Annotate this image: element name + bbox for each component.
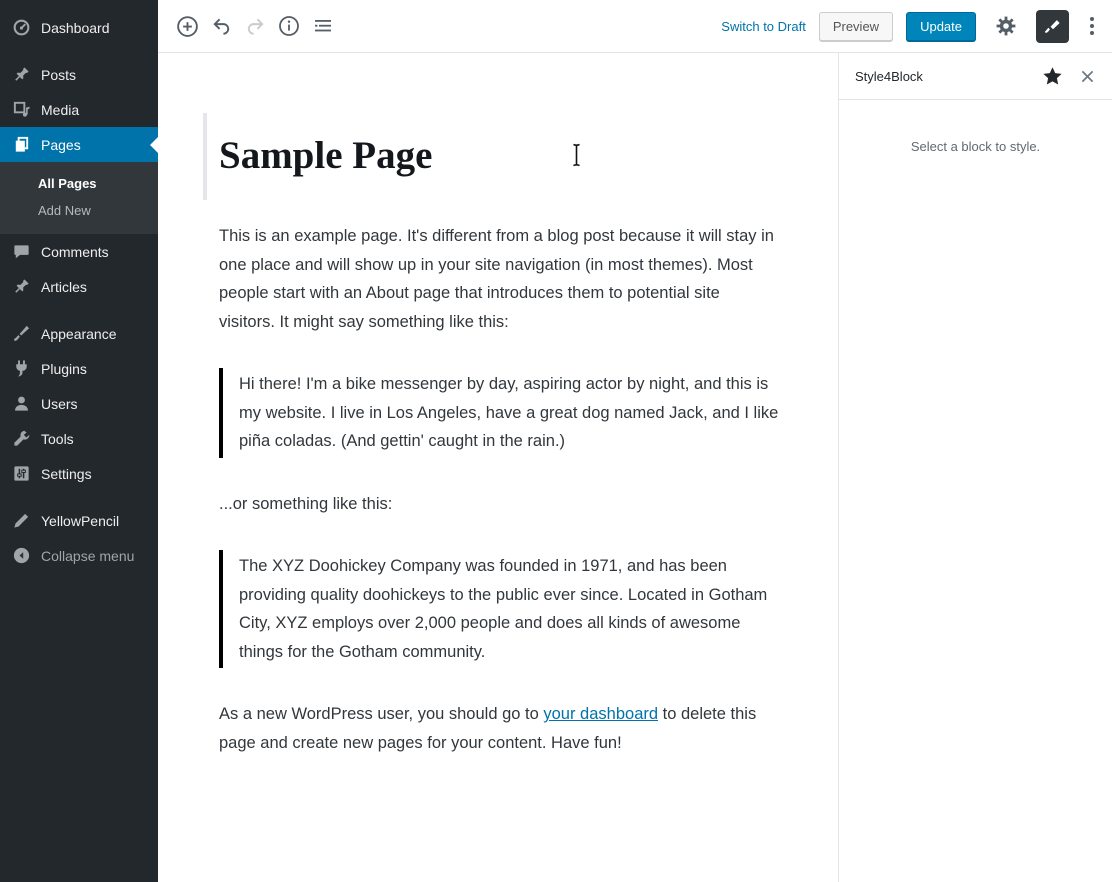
sidebar-item-tools[interactable]: [0, 421, 158, 456]
close-x-icon: [1081, 70, 1094, 83]
sidebar-item-comments[interactable]: [0, 234, 158, 269]
update-button[interactable]: Update: [906, 12, 976, 41]
sidebar-item-label: Appearance: [41, 325, 117, 342]
sidebar-item-label: Collapse menu: [41, 547, 135, 564]
your-dashboard-link[interactable]: your dashboard: [543, 705, 659, 723]
admin-sidebar: [0, 0, 158, 882]
ellipsis-dot: [1090, 24, 1094, 28]
pushpin-icon: [12, 65, 31, 84]
sidebar-item-label: Articles: [41, 278, 87, 295]
sidebar-item-plugins[interactable]: [0, 351, 158, 386]
user-icon: [12, 394, 31, 413]
paragraph-block[interactable]: [219, 700, 779, 757]
block-navigation-button[interactable]: [306, 9, 340, 43]
sidebar-item-dashboard[interactable]: [0, 10, 158, 45]
settings-toggle-button[interactable]: [989, 9, 1023, 43]
wrench-icon: [12, 429, 31, 448]
sidebar-item-collapse-menu[interactable]: [0, 538, 158, 573]
redo-icon: [244, 15, 267, 38]
more-options-button[interactable]: [1082, 11, 1102, 41]
submenu-item-all-pages[interactable]: All Pages: [38, 176, 97, 191]
editor-main: [158, 0, 1112, 882]
post-title[interactable]: Sample Page: [219, 134, 433, 177]
sidebar-item-yellowpencil[interactable]: [0, 503, 158, 538]
sidebar-item-label: Media: [41, 101, 80, 118]
switch-to-draft-link[interactable]: Switch to Draft: [721, 18, 806, 34]
info-circle-icon: [277, 14, 301, 38]
preview-button[interactable]: Preview: [819, 12, 893, 41]
sidebar-item-label: Pages: [41, 136, 81, 153]
pencil-brush-icon: [12, 511, 31, 530]
paragraph-block[interactable]: ...or something like this:: [219, 494, 393, 513]
star-filled-icon: [1042, 66, 1063, 87]
dashboard-icon: [12, 18, 31, 37]
sidebar-item-users[interactable]: [0, 386, 158, 421]
circled-plus-icon: [175, 14, 200, 39]
style4block-plugin-button[interactable]: [1036, 10, 1069, 43]
sidebar-separator: [0, 491, 158, 503]
paragraph-block[interactable]: This is an example page. It's different from a blog post because it will stay in one place and will show up in your site navigation (in most themes). Most people start with an About page that introduces them to potential site visitors. It might say something like this:: [219, 227, 774, 331]
pages-submenu: [0, 162, 158, 234]
ellipsis-dot: [1090, 17, 1094, 21]
ellipsis-dot: [1090, 31, 1094, 35]
close-panel-button[interactable]: [1079, 68, 1096, 85]
sidebar-item-label: Dashboard: [41, 19, 110, 36]
paintbrush-icon: [1043, 17, 1062, 36]
style4block-panel: [838, 53, 1112, 882]
media-icon: [12, 100, 31, 119]
submenu-item-add-new[interactable]: Add New: [38, 203, 91, 218]
editor-canvas[interactable]: [158, 53, 838, 882]
undo-icon: [210, 15, 233, 38]
plug-icon: [12, 359, 31, 378]
sidebar-item-label: Tools: [41, 430, 74, 447]
title-block-indicator: [203, 113, 207, 200]
list-view-icon: [311, 14, 335, 38]
sidebar-item-label: Comments: [41, 243, 109, 260]
pages-icon: [12, 135, 31, 154]
panel-header: [839, 53, 1112, 100]
sidebar-item-label: Users: [41, 395, 78, 412]
redo-button[interactable]: [238, 9, 272, 43]
sidebar-item-settings[interactable]: [0, 456, 158, 491]
panel-title: Style4Block: [855, 68, 923, 84]
sidebar-item-label: YellowPencil: [41, 512, 120, 529]
sidebar-item-label: Settings: [41, 465, 92, 482]
editor-toolbar: [158, 0, 1112, 53]
pushpin-icon: [12, 277, 31, 296]
sidebar-item-label: Plugins: [41, 360, 87, 377]
block-inserter-button[interactable]: [170, 9, 204, 43]
paragraph-text: to delete this page and create new pages for your content. Have fun!: [219, 705, 757, 752]
paragraph-text: As a new WordPress user, you should go to: [219, 705, 544, 723]
collapse-arrow-icon: [12, 546, 31, 565]
toolbar-right-group: [721, 9, 1102, 43]
sidebar-separator: [0, 304, 158, 316]
comment-bubble-icon: [12, 242, 31, 261]
sidebar-item-media[interactable]: [0, 92, 158, 127]
quote-block[interactable]: The XYZ Doohickey Company was founded in 1971, and has been providing quality doohickeys to the public ever since. Located in Gotham City, XYZ employs over 2,000 people and does all kinds of awesome things for the Gotham community.: [219, 550, 779, 668]
editor-workspace: [158, 53, 1112, 882]
post-content: [219, 222, 779, 757]
content-structure-button[interactable]: [272, 9, 306, 43]
sidebar-separator: [0, 45, 158, 57]
settings-sliders-icon: [12, 464, 31, 483]
sidebar-item-label: Posts: [41, 66, 77, 83]
sidebar-item-pages[interactable]: [0, 127, 158, 162]
sidebar-item-articles[interactable]: [0, 269, 158, 304]
undo-button[interactable]: [204, 9, 238, 43]
quote-block[interactable]: Hi there! I'm a bike messenger by day, aspiring actor by night, and this is my website. I live in Los Angeles, have a great dog named Jack, and I like piña coladas. (And gettin' caught in the rain.): [219, 368, 779, 458]
sidebar-item-posts[interactable]: [0, 57, 158, 92]
sidebar-item-appearance[interactable]: [0, 316, 158, 351]
text-cursor-ibeam: [570, 142, 584, 168]
panel-empty-state: Select a block to style.: [910, 139, 1041, 154]
paintbrush-icon: [12, 324, 31, 343]
pin-panel-button[interactable]: [1040, 64, 1065, 89]
gear-icon: [994, 14, 1018, 38]
